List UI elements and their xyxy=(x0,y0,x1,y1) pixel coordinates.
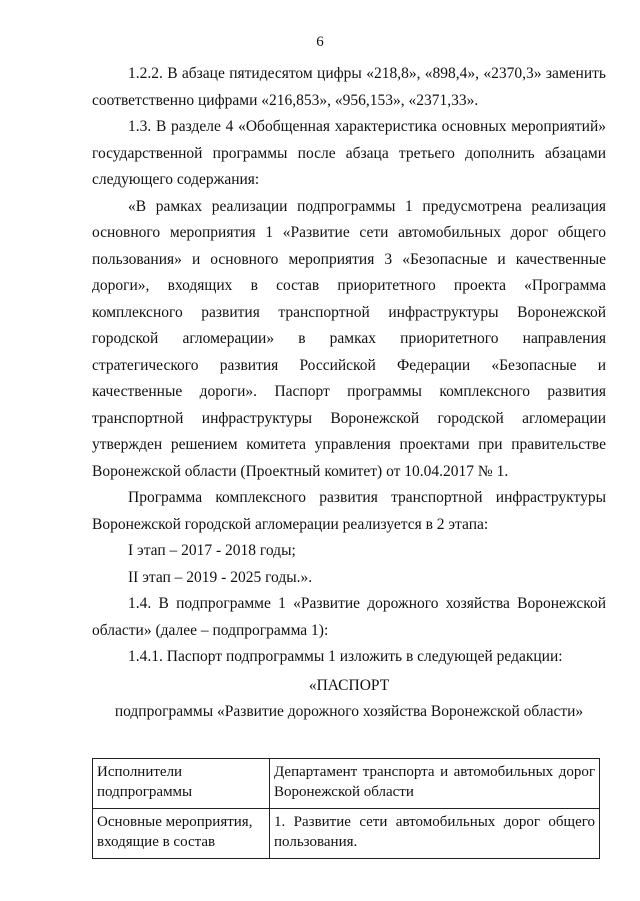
table-cell-value: Департамент транспорта и автомобильных дорог Воронежской области xyxy=(270,758,600,808)
table-row xyxy=(93,758,600,808)
paragraph: 1.2.2. В абзаце пятидесятом цифры «218,8», «898,4», «2370,3» заменить соответственно цифрами «216,853», «956,153», «2371,33». xyxy=(92,65,606,109)
paragraph: 1.3. В разделе 4 «Обобщенная характеристика основных мероприятий» государственной программы после абзаца третьего дополнить абзацами следующего содержания: xyxy=(92,118,606,188)
document-body xyxy=(92,61,606,859)
page-number: 6 xyxy=(316,34,324,50)
passport-subtitle: подпрограммы «Развитие дорожного хозяйства Воронежской области» xyxy=(114,703,584,720)
paragraph: 1.4. В подпрограмме 1 «Развитие дорожного хозяйства Воронежской области» (далее – подпрограмма 1): xyxy=(92,595,606,639)
table-row xyxy=(93,808,600,858)
paragraph: Программа комплексного развития транспортной инфраструктуры Воронежской городской агломерации реализуется в 2 этапа: xyxy=(92,489,606,533)
passport-table xyxy=(92,758,600,859)
table-cell-value: 1. Развитие сети автомобильных дорог общего пользования. xyxy=(270,808,600,858)
table-cell-label: Основные мероприятия, входящие в состав xyxy=(93,808,270,858)
passport-title: «ПАСПОРТ xyxy=(308,676,390,694)
paragraph: II этап – 2019 - 2025 годы.». xyxy=(128,568,313,586)
paragraph: I этап – 2017 - 2018 годы; xyxy=(128,542,296,559)
paragraph: 1.4.1. Паспорт подпрограммы 1 изложить в следующей редакции: xyxy=(128,648,563,665)
paragraph: «В рамках реализации подпрограммы 1 предусмотрена реализация основного мероприятия 1 «Развитие сети автомобильных дорог общего пользования» и основного мероприятия 3 «Безопасные и качественные дороги», входящих в состав приоритетного проекта «Программа комплексного развития транспортной инфраструктуры Воронежской городской агломерации» в рамках приоритетного направления стратегического развития Российской Федерации «Безопасные и качественные дороги». Паспорт программы комплексного развития транспортной инфраструктуры Воронежской городской агломерации утвержден решением комитета управления проектами при правительстве Воронежской области (Проектный комитет) от 10.04.2017 № 1. xyxy=(92,197,606,480)
table-cell-label: Исполнители подпрограммы xyxy=(93,758,270,808)
